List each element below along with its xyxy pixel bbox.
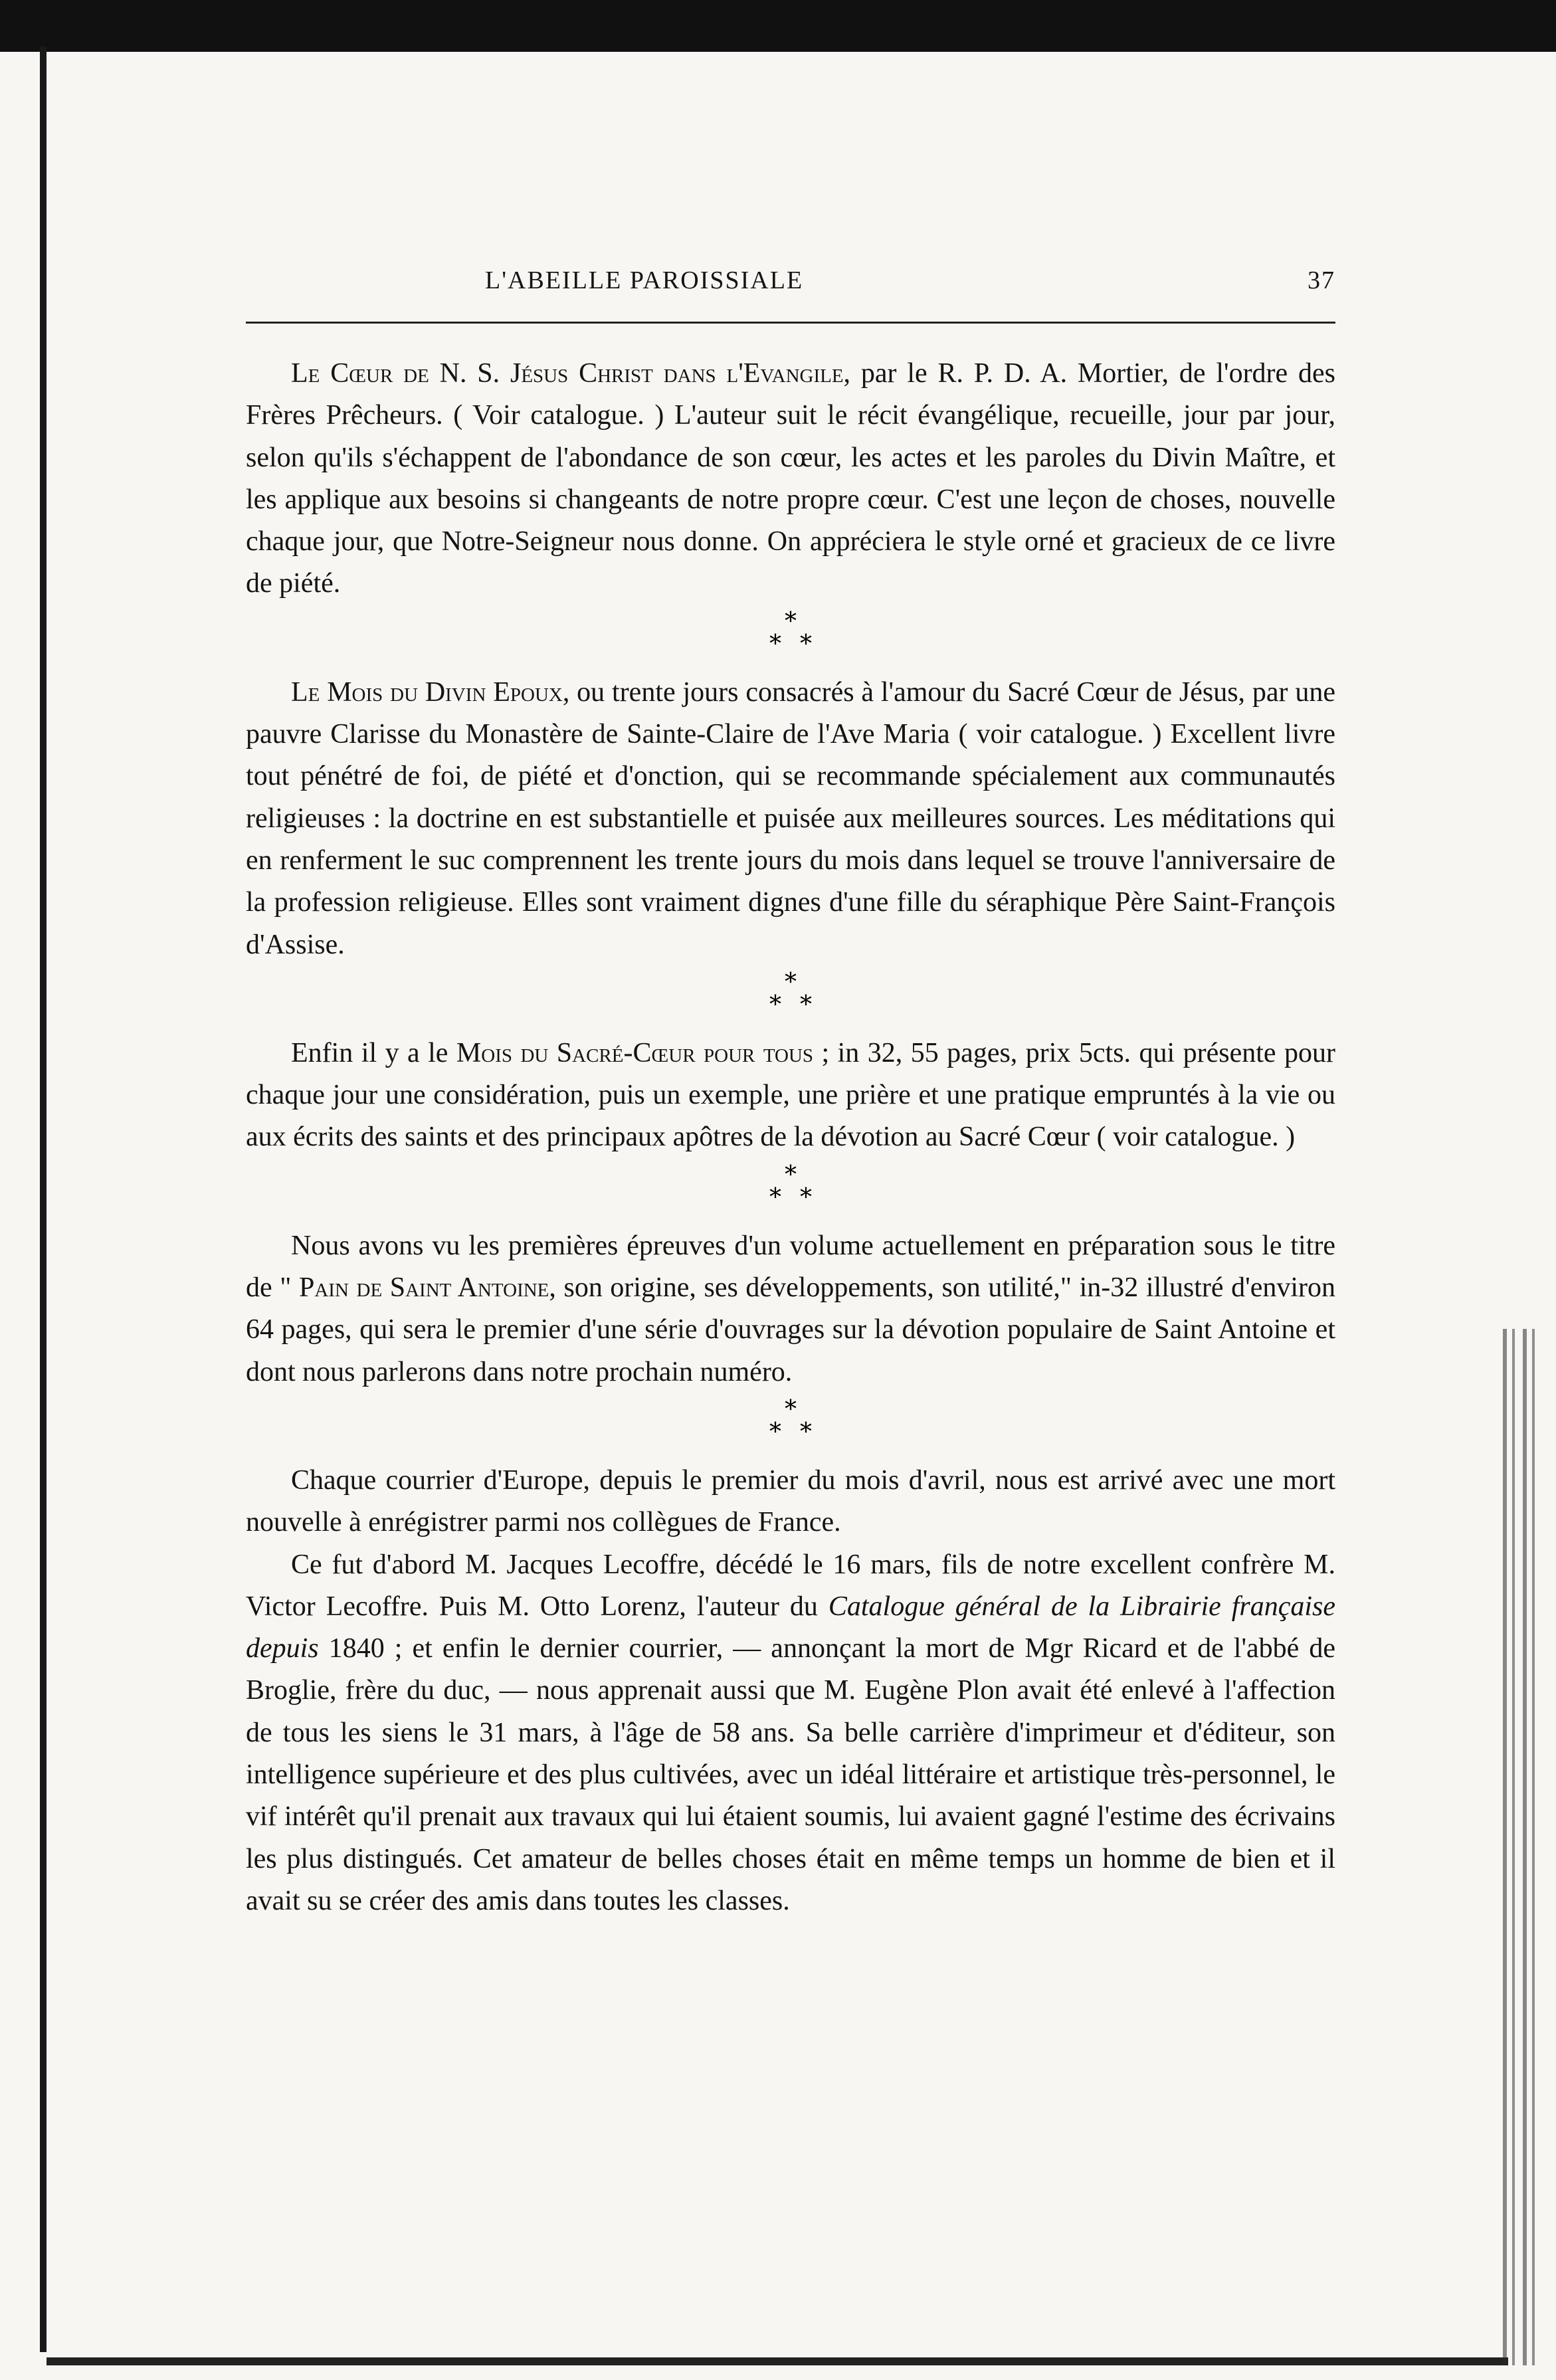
- svg-text:*: *: [800, 1183, 812, 1211]
- paragraph-text: par le R. P. D. A. Mortier, de l'ordre des Frères Prêcheurs. ( Voir catalogue. ) L'auteur suit le récit évangélique, recueille, jour par jour, selon qu'ils s'échappent de l'abondance de son cœur, les actes et les paroles du Divin Maître, et les applique aux besoins si changeants de notre propre cœur. C'est une leçon de choses, nouvelle chaque jour, que Notre-Seigneur nous donne. On appréciera le style orné et gracieux de ce livre de piété.: [246, 358, 1336, 599]
- svg-text:*: *: [769, 1418, 781, 1446]
- scan-border-bottom: [47, 2357, 1508, 2365]
- book-title: Pain de Saint Antoine,: [299, 1272, 556, 1304]
- book-title: Mois du Sacré-Cœur pour tous: [456, 1037, 814, 1068]
- svg-text:*: *: [785, 609, 797, 635]
- paragraph-pain-saint-antoine: [246, 1225, 1335, 1393]
- scan-border-left: [40, 47, 47, 2352]
- asterism-divider: [246, 1159, 1335, 1225]
- svg-text:*: *: [769, 630, 781, 658]
- running-head: [246, 259, 1335, 306]
- svg-text:*: *: [769, 1183, 781, 1211]
- svg-text:*: *: [800, 1418, 812, 1446]
- asterism-icon: [761, 970, 821, 1023]
- paragraph-text: son origine, ses développements, son utilité," in-32 illustré d'environ 64 pages, qui sera le premier d'une série d'ouvrages sur la dévotion populaire de Saint Antoine et dont nous parlerons dans notre prochain numéro.: [246, 1272, 1335, 1387]
- paragraph-text: ou trente jours consacrés à l'amour du Sacré Cœur de Jésus, par une pauvre Clarisse du Monastère de Sainte-Claire de l'Ave Maria ( voir catalogue. ) Excellent livre tout pénétré de foi, de piété et d'onction, qui se recommande spécialement aux communautés religieuses : la doctrine en est substantielle et puisée aux meilleures sources. Les méditations qui en renferment le suc comprennent les trente jours du mois dans lequel se trouve l'anniversaire de la profession religieuse. Elles sont vraiment dignes d'une fille du séraphique Père Saint-François d'Assise.: [246, 676, 1335, 960]
- asterism-divider: [246, 966, 1335, 1033]
- paragraph-courrier-europe: [246, 1460, 1335, 1544]
- svg-text:*: *: [800, 630, 812, 658]
- asterism-divider: [246, 1393, 1335, 1460]
- paragraph-lead: Nous avons vu les premières épreuves d'un volume actuellement en préparation sous le titre de ": [246, 1230, 1335, 1304]
- book-title: Le Mois du Divin Epoux,: [291, 676, 570, 708]
- svg-text:*: *: [800, 991, 812, 1019]
- paragraph-mois-divin-epoux: [246, 672, 1335, 966]
- page-number: 37: [1308, 266, 1335, 294]
- paragraph-lead: Ce fut d'abord M. Jacques Lecoffre, décédé le 16 mars, fils de notre excellent confrère M. Victor Lecoffre. Puis M. Otto Lorenz, l'auteur du: [246, 1549, 1335, 1622]
- asterism-icon: [761, 609, 821, 662]
- paragraph-coeur-de-jesus: [246, 353, 1335, 605]
- svg-text:*: *: [785, 969, 797, 996]
- svg-text:*: *: [769, 991, 781, 1019]
- scan-border-top: [0, 0, 1556, 52]
- svg-text:*: *: [785, 1162, 797, 1189]
- running-title: L'ABEILLE PAROISSIALE: [485, 266, 804, 294]
- page-body: [246, 259, 1335, 1922]
- asterism-icon: [761, 1397, 821, 1450]
- paragraph-text: ; in 32, 55 pages, prix 5cts. qui présente pour chaque jour une considération, puis un exemple, une prière et une pratique empruntés à la vie ou aux écrits des saints et des principaux apôtres de la dévotion au Sacré Cœur ( voir catalogue. ): [246, 1037, 1336, 1153]
- svg-text:*: *: [785, 1397, 797, 1423]
- scan-binding-edge: [1503, 1329, 1543, 2365]
- book-title: Le Cœur de N. S. Jésus Christ dans l'Evangile,: [291, 358, 851, 389]
- paragraph-mois-sacre-coeur: [246, 1033, 1335, 1159]
- paragraph-text: Chaque courrier d'Europe, depuis le premier du mois d'avril, nous est arrivé avec une mort nouvelle à enrégistrer parmi nos collègues de France.: [246, 1464, 1335, 1538]
- paragraph-text: 1840 ; et enfin le dernier courrier, — annonçant la mort de Mgr Ricard et de l'abbé de Broglie, frère du duc, — nous apprenait aussi que M. Eugène Plon avait été enlevé à l'affection de tous les siens le 31 mars, à l'âge de 58 ans. Sa belle carrière d'imprimeur et d'éditeur, son intelligence supérieure et des plus cultivées, avec un idéal littéraire et artistique très-personnel, le vif intérêt qu'il prenait aux travaux qui lui étaient soumis, lui avaient gagné l'estime des écrivains les plus distingués. Cet amateur de belles choses était en même temps un homme de bien et il avait su se créer des amis dans toutes les classes.: [246, 1633, 1335, 1916]
- catalogue-title: Catalogue général de la Librairie française depuis: [246, 1591, 1336, 1664]
- paragraph-lead: Enfin il y a le: [291, 1037, 456, 1068]
- header-rule: [246, 322, 1335, 324]
- asterism-divider: [246, 605, 1335, 672]
- paragraph-necrologie: [246, 1544, 1335, 1923]
- asterism-icon: [761, 1163, 821, 1216]
